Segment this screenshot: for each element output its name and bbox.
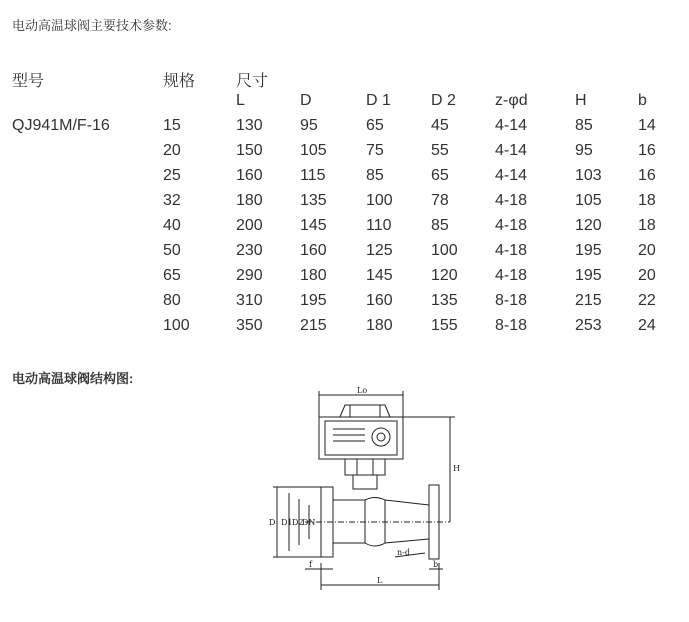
table-cell: 85 — [366, 167, 384, 184]
table-cell: 125 — [366, 242, 393, 259]
table-cell: 32 — [163, 192, 181, 209]
actuator-panel — [325, 421, 397, 455]
label-d1: D1 — [281, 518, 293, 527]
table-cell: 65 — [366, 117, 384, 134]
table-cell: 95 — [575, 142, 593, 159]
table-cell: 25 — [163, 167, 181, 184]
table-cell: 14 — [638, 117, 656, 134]
table-cell: 195 — [575, 242, 602, 259]
subheader-6: b — [638, 92, 647, 109]
label-lo: Lo — [357, 386, 368, 395]
table-cell: 65 — [163, 267, 181, 284]
params-heading: 电动高温球阀主要技术参数: — [12, 18, 172, 33]
table-cell: 80 — [163, 292, 181, 309]
table-cell: 65 — [431, 167, 449, 184]
table-cell: 45 — [431, 117, 449, 134]
actuator-handwheel — [372, 428, 390, 446]
header-model: 型号 — [12, 73, 45, 90]
subheader-2: D 1 — [366, 92, 391, 109]
table-cell: 180 — [366, 317, 393, 334]
table-cell: 85 — [431, 217, 449, 234]
table-cell: 105 — [575, 192, 602, 209]
table-cell: 110 — [366, 217, 392, 234]
diagram-heading: 电动高温球阀结构图: — [12, 371, 134, 386]
table-cell: 95 — [300, 117, 318, 134]
table-cell: 4-18 — [495, 217, 528, 234]
table-cell: 15 — [163, 117, 181, 134]
table-cell: 200 — [236, 217, 263, 234]
header-size: 尺寸 — [236, 73, 269, 90]
table-cell: 115 — [300, 167, 326, 184]
table-cell: 16 — [638, 142, 656, 159]
label-b: b — [433, 560, 439, 569]
table-cell: 4-14 — [495, 167, 528, 184]
table-cell: 20 — [163, 142, 181, 159]
table-cell: 180 — [300, 267, 327, 284]
table-cell: 160 — [300, 242, 327, 259]
table-cell: 55 — [431, 142, 449, 159]
table-cell: 160 — [366, 292, 393, 309]
table-cell: 78 — [431, 192, 449, 209]
label-h: H — [453, 464, 460, 473]
table-cell: 215 — [300, 317, 327, 334]
subheader-4: z-φd — [495, 92, 528, 109]
table-cell: 100 — [366, 192, 393, 209]
table-cell: 350 — [236, 317, 263, 334]
table-cell: 22 — [638, 292, 656, 309]
valve-body-top — [333, 498, 429, 506]
table-cell: 20 — [638, 242, 656, 259]
table-cell: 135 — [300, 192, 327, 209]
table-cell: 215 — [575, 292, 602, 309]
table-cell: 4-18 — [495, 192, 528, 209]
subheader-5: H — [575, 92, 587, 109]
table-cell: 155 — [431, 317, 458, 334]
table-cell: 85 — [575, 117, 593, 134]
table-cell: 100 — [431, 242, 458, 259]
subheader-0: L — [236, 92, 245, 109]
table-cell: 145 — [366, 267, 393, 284]
model-cell: QJ941M/F-16 — [12, 117, 110, 134]
table-cell: 8-18 — [495, 292, 528, 309]
table-cell: 310 — [236, 292, 263, 309]
table-cell: 195 — [300, 292, 327, 309]
table-cell: 8-18 — [495, 317, 528, 334]
table-cell: 130 — [236, 117, 263, 134]
label-f: f — [309, 560, 312, 569]
table-cell: 100 — [163, 317, 190, 334]
table-cell: 24 — [638, 317, 656, 334]
table-cell: 145 — [300, 217, 327, 234]
table-cell: 50 — [163, 242, 181, 259]
table-cell: 180 — [236, 192, 263, 209]
label-l: L — [377, 576, 383, 585]
subheader-1: D — [300, 92, 312, 109]
table-cell: 4-18 — [495, 242, 528, 259]
valve-structure-diagram — [265, 385, 465, 595]
label-dn: DN — [302, 518, 316, 527]
table-cell: 16 — [638, 167, 656, 184]
table-cell: 105 — [300, 142, 327, 159]
table-cell: 195 — [575, 267, 602, 284]
mounting-bracket — [345, 459, 385, 475]
table-cell: 135 — [431, 292, 458, 309]
table-cell: 103 — [575, 167, 602, 184]
header-spec: 规格 — [163, 73, 196, 90]
table-cell: 4-18 — [495, 267, 528, 284]
table-cell: 253 — [575, 317, 602, 334]
table-cell: 120 — [431, 267, 458, 284]
table-cell: 18 — [638, 192, 656, 209]
label-nd: n-d — [397, 548, 410, 557]
table-cell: 150 — [236, 142, 263, 159]
table-cell: 75 — [366, 142, 384, 159]
table-cell: 40 — [163, 217, 181, 234]
table-cell: 4-14 — [495, 142, 528, 159]
subheader-3: D 2 — [431, 92, 456, 109]
table-cell: 160 — [236, 167, 263, 184]
table-cell: 4-14 — [495, 117, 528, 134]
label-d: D — [269, 518, 276, 527]
label-d2: D2 — [292, 518, 304, 527]
actuator-cover — [340, 405, 390, 417]
table-cell: 20 — [638, 267, 656, 284]
table-cell: 290 — [236, 267, 263, 284]
valve-body-bottom — [333, 539, 429, 546]
table-cell: 120 — [575, 217, 602, 234]
table-cell: 18 — [638, 217, 656, 234]
table-cell: 230 — [236, 242, 263, 259]
